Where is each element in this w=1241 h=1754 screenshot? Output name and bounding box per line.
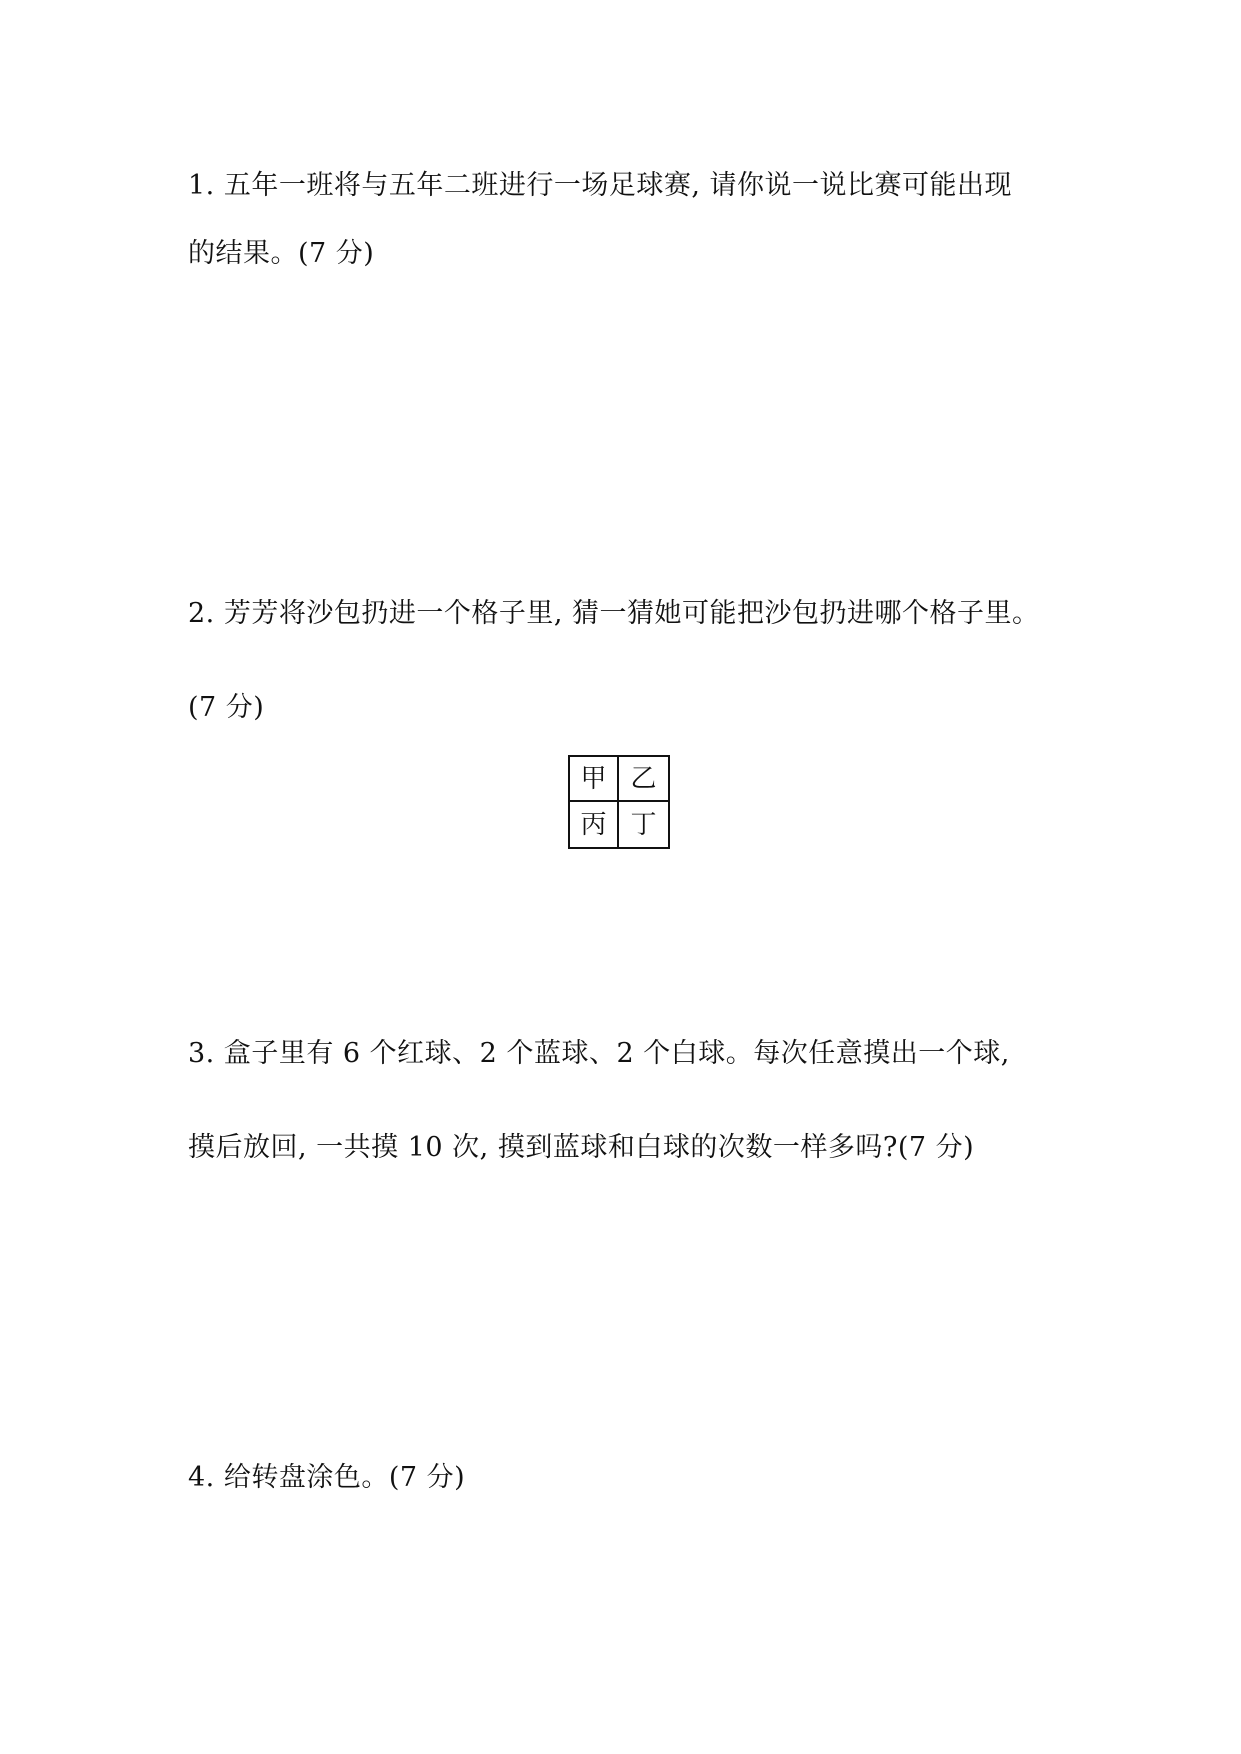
grid-cell-jia: 甲 [570, 757, 619, 802]
question-1-line-2: 的结果。(7 分) [188, 238, 375, 269]
question-1-line-1: 1. 五年一班将与五年二班进行一场足球赛, 请你说一说比赛可能出现 [188, 170, 1013, 201]
throw-grid [568, 755, 670, 849]
question-4-line-1: 4. 给转盘涂色。(7 分) [188, 1462, 466, 1493]
question-2-line-2: (7 分) [188, 692, 265, 723]
grid-cell-ding: 丁 [630, 809, 657, 840]
grid-cell-yi: 乙 [619, 757, 668, 802]
question-3-line-2: 摸后放回, 一共摸 10 次, 摸到蓝球和白球的次数一样多吗?(7 分) [188, 1132, 975, 1163]
question-2-line-1: 2. 芳芳将沙包扔进一个格子里, 猜一猜她可能把沙包扔进哪个格子里。 [188, 598, 1040, 629]
question-3-line-1: 3. 盒子里有 6 个红球、2 个蓝球、2 个白球。每次任意摸出一个球, [188, 1038, 1010, 1069]
grid-cell-bing: 丙 [570, 802, 619, 847]
